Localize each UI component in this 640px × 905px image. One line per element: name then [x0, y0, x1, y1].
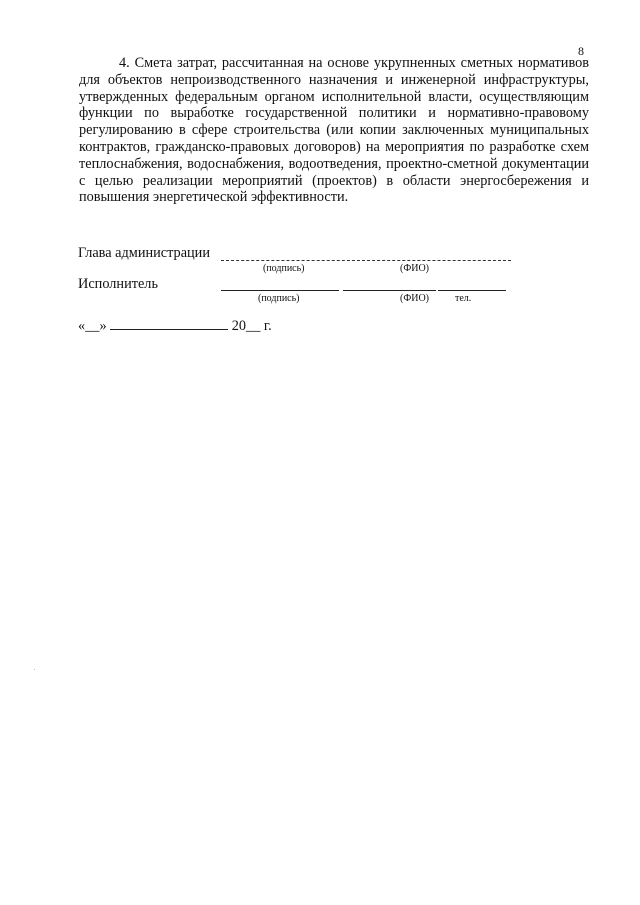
date-month-blank: [110, 317, 228, 330]
executor-label: Исполнитель: [78, 276, 158, 292]
executor-phone-line: [438, 290, 506, 291]
head-signature-line: [221, 260, 511, 261]
head-signature-caption: (подпись): [263, 263, 305, 274]
item-4-paragraph: 4. Смета затрат, рассчитанная на основе укрупненных сметных нормативов для объектов непроизводственного назначения и инженерной инфраструктуры, утвержденных федеральным органом исполнительной власти, осуществляющим функции по выработке государственной политики и нормативно-правовому регулированию в сфере строительства (или копии заключенных муниципальных контрактов, гражданско-правовых договоров) на мероприятия по разработке схем теплоснабжения, водоснабжения, водоотведения, проектно-сметной документации с целью реализации мероприятий (проектов) в области энергосбережения и повышения энергетической эффективности.: [79, 55, 589, 206]
head-name-caption: (ФИО): [400, 263, 430, 274]
executor-name-caption: (ФИО): [400, 293, 430, 304]
date-year: 20__: [231, 318, 261, 334]
executor-name-line: [343, 290, 436, 291]
executor-signature-line: [221, 290, 339, 291]
executor-phone-caption: тел.: [455, 293, 472, 304]
head-label: Глава администрации: [78, 245, 210, 261]
date-line: [78, 317, 272, 335]
executor-signature-caption: (подпись): [258, 293, 300, 304]
scan-speck: [34, 669, 35, 670]
date-suffix: г.: [263, 318, 272, 334]
page-number: 8: [578, 44, 584, 58]
date-day: «__»: [78, 318, 107, 334]
